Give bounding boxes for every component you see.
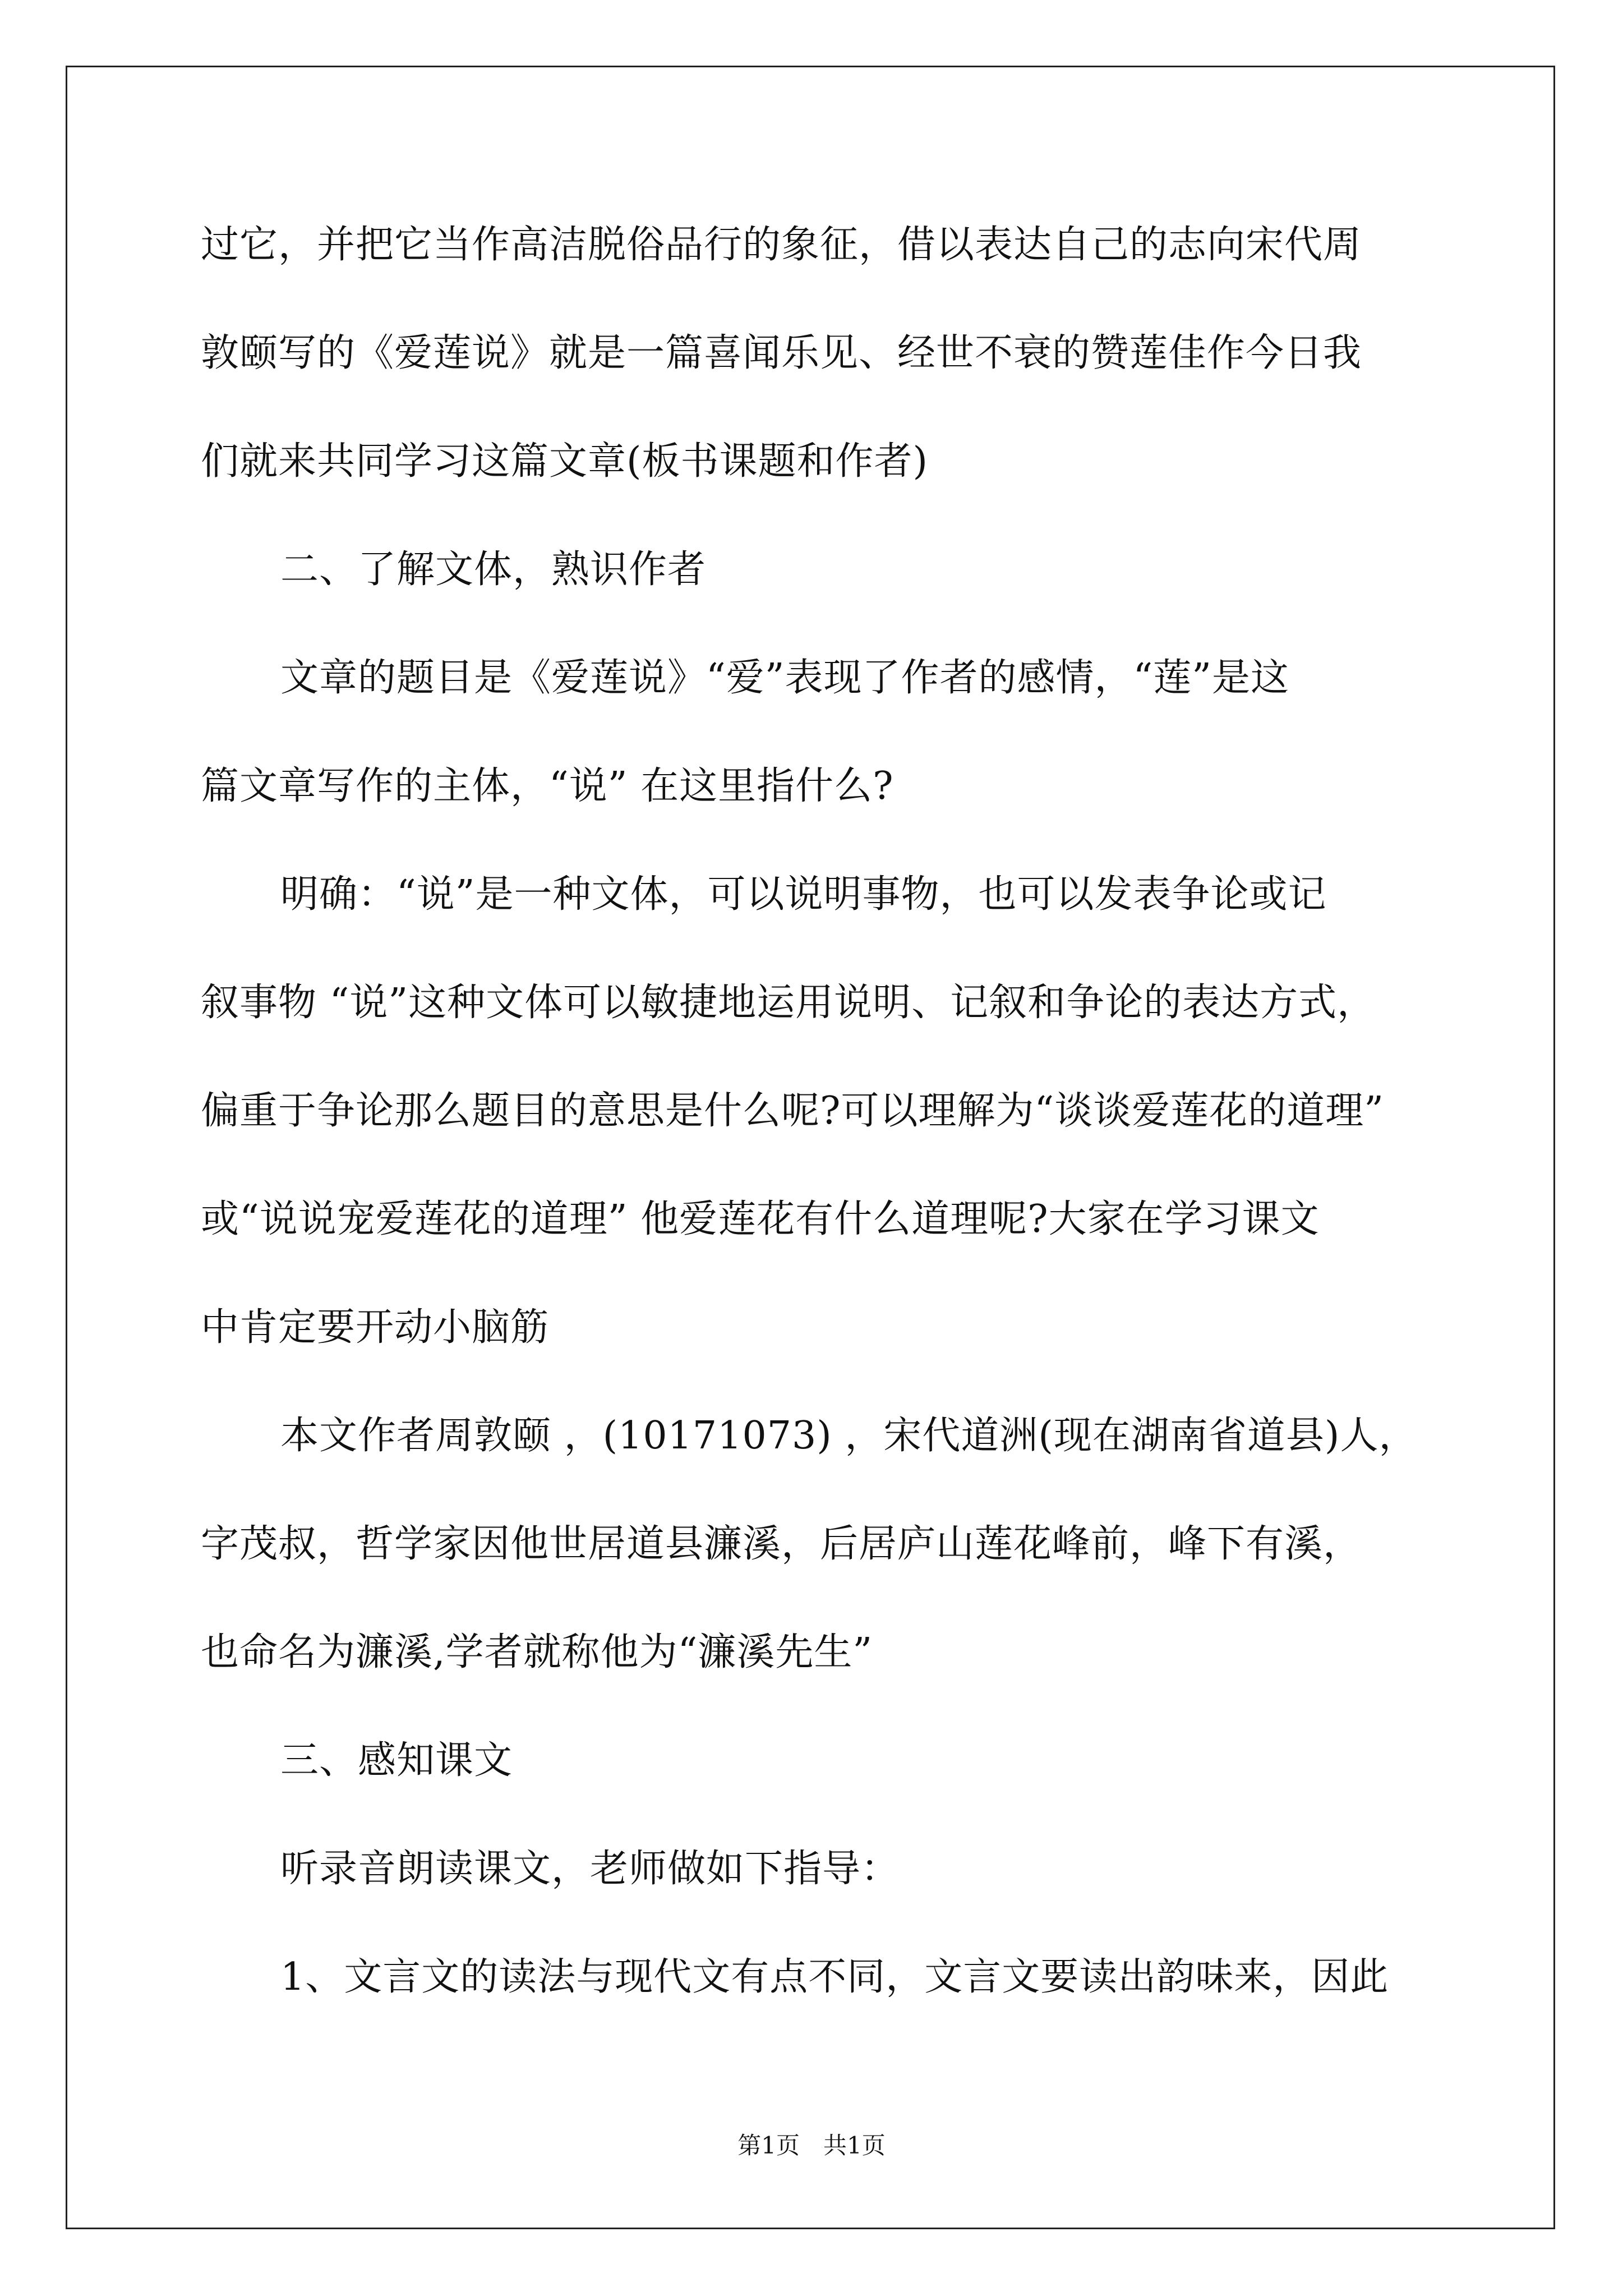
body-line: 过它，并把它当作高洁脱俗品行的象征，借以表达自己的志向宋代周 (201, 223, 1362, 267)
body-line: 叙事物 “说”这种文体可以敏捷地运用说明、记叙和争论的表达方式， (201, 981, 1376, 1025)
section-heading: 三、感知课文 (280, 1738, 513, 1783)
section-heading: 二、了解文体，熟识作者 (280, 547, 707, 592)
body-line: 也命名为濂溪,学者就称他为“濂溪先生” (201, 1630, 873, 1674)
body-line: 们就来共同学习这篇文章(板书课题和作者) (201, 439, 929, 484)
body-line: 字茂叔，哲学家因他世居道县濂溪，后居庐山莲花峰前，峰下有溪， (201, 1522, 1362, 1566)
page-border (66, 66, 1555, 2229)
body-line: 文章的题目是《爱莲说》“爱”表现了作者的感情，“莲”是这 (280, 656, 1290, 700)
page-number-footer: 第1页 共1页 (737, 2132, 886, 2159)
body-line: 中肯定要开动小脑筋 (201, 1305, 550, 1350)
body-line: 偏重于争论那么题目的意思是什么呢?可以理解为“谈谈爱莲花的道理” (201, 1089, 1384, 1133)
body-line: 1、文言文的读法与现代文有点不同，文言文要读出韵味来，因此 (280, 1955, 1389, 1999)
body-line: 本文作者周敦颐 ，(10171073) ，宋代道洲(现在湖南省道县)人， (280, 1414, 1418, 1458)
body-line: 或“说说宠爱莲花的道理” 他爱莲花有什么道理呢?大家在学习课文 (201, 1197, 1320, 1241)
body-line: 篇文章写作的主体，“说” 在这里指什么? (201, 764, 894, 808)
body-line: 明确：“说”是一种文体，可以说明事物，也可以发表争论或记 (280, 872, 1327, 917)
body-line: 听录音朗读课文，老师做如下指导： (280, 1847, 900, 1891)
body-line: 敦颐写的《爱莲说》就是一篇喜闻乐见、经世不衰的赞莲佳作今日我 (201, 331, 1362, 375)
